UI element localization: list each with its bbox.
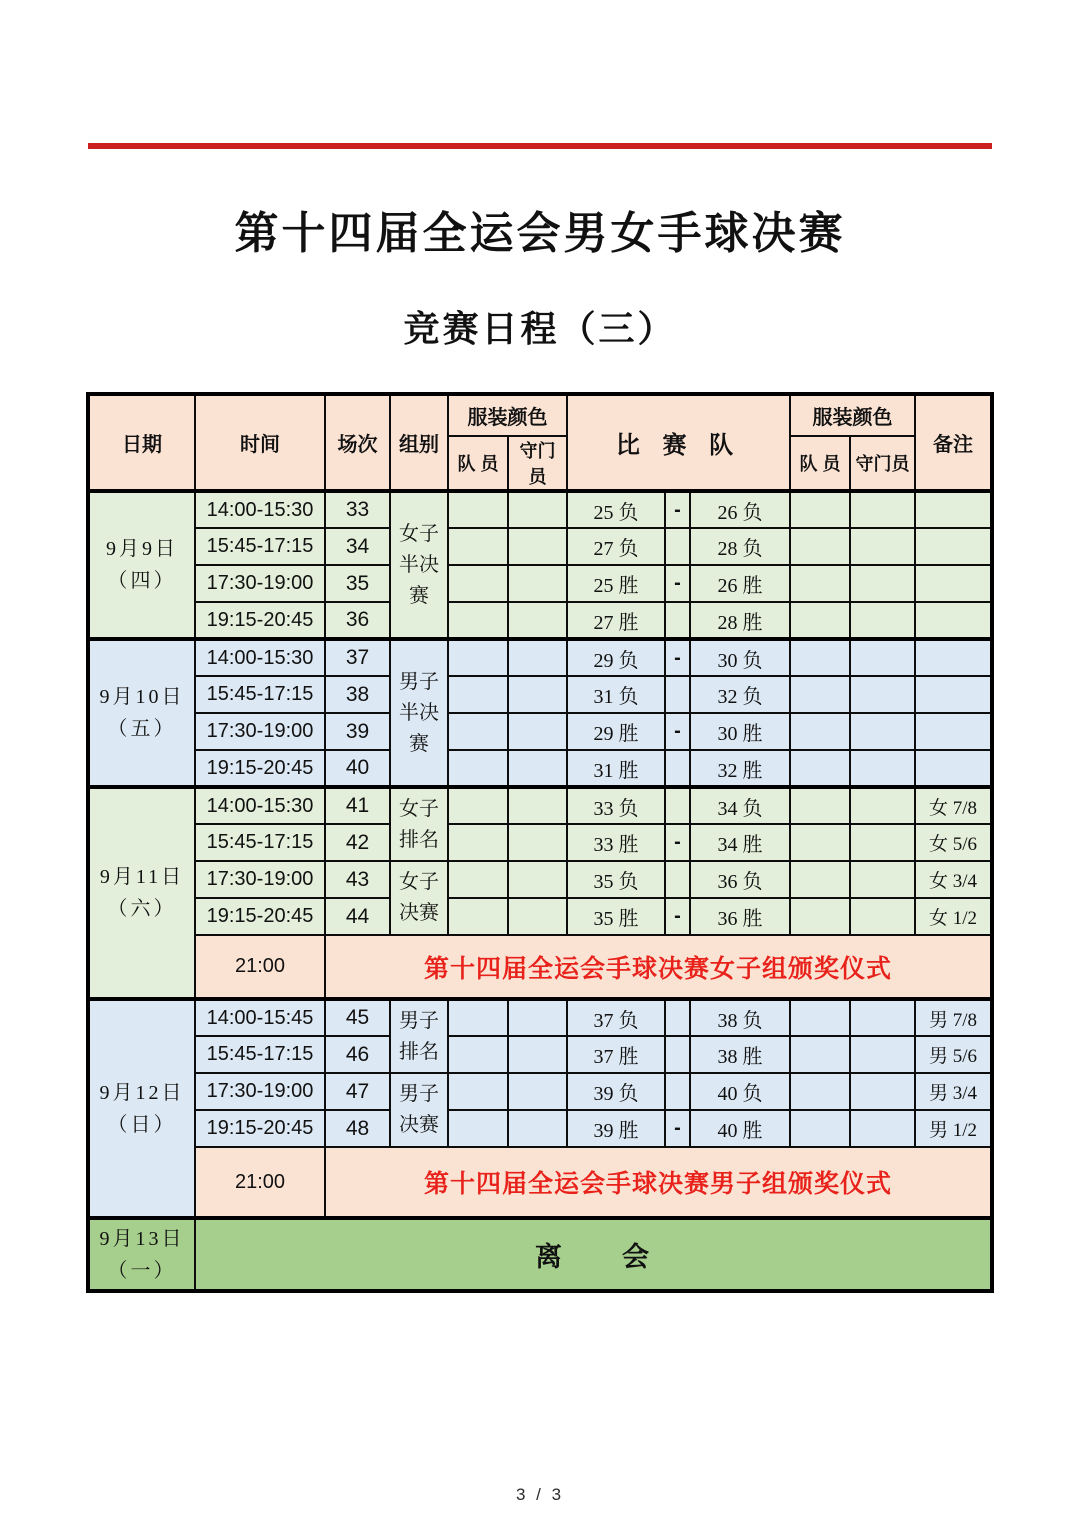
table-row xyxy=(88,898,992,935)
kit-goalkeeper-left-cell xyxy=(508,1073,567,1110)
session-cell: 44 xyxy=(325,898,390,935)
ceremony-row xyxy=(88,935,992,999)
kit-goalkeeper-left-cell xyxy=(508,750,567,787)
kit-goalkeeper-left-cell xyxy=(508,999,567,1036)
remark-cell xyxy=(915,565,992,602)
table-row xyxy=(88,1036,992,1073)
table-row xyxy=(88,602,992,639)
kit-goalkeeper-right-cell xyxy=(850,676,915,713)
team1-cell: 39 负 xyxy=(567,1073,665,1110)
weekday-text: （五） xyxy=(107,718,177,740)
block-sep13 xyxy=(88,1218,992,1291)
kit-players-left-cell xyxy=(448,713,508,750)
session-cell: 45 xyxy=(325,999,390,1036)
group-cell: 女子排名 xyxy=(390,787,448,861)
weekday-text: （日） xyxy=(107,1113,177,1136)
time-cell: 14:00-15:30 xyxy=(195,787,325,824)
team1-cell: 25 负 xyxy=(567,491,665,528)
header-teams: 比 赛 队 xyxy=(567,394,790,491)
kit-players-right-cell xyxy=(790,898,850,935)
team2-cell: 32 胜 xyxy=(690,750,790,787)
time-cell: 14:00-15:30 xyxy=(195,639,325,676)
kit-goalkeeper-left-cell xyxy=(508,787,567,824)
kit-goalkeeper-left-cell xyxy=(508,639,567,676)
vs-dash-cell xyxy=(665,750,690,787)
schedule-table xyxy=(86,392,994,1293)
top-rule xyxy=(88,143,992,149)
group-cell: 女子决赛 xyxy=(390,861,448,935)
kit-players-right-cell xyxy=(790,861,850,898)
page-number: 3 / 3 xyxy=(515,1485,565,1504)
team1-cell: 37 负 xyxy=(567,999,665,1036)
date-text: 9月10日 xyxy=(99,686,185,708)
header-remark: 备注 xyxy=(915,394,992,491)
vs-dash-cell xyxy=(665,861,690,898)
kit-goalkeeper-right-cell xyxy=(850,713,915,750)
kit-goalkeeper-left-cell xyxy=(508,528,567,565)
session-cell: 33 xyxy=(325,491,390,528)
remark-cell xyxy=(915,750,992,787)
remark-cell: 男 7/8 xyxy=(915,999,992,1036)
header-kit-right: 服装颜色 xyxy=(790,394,915,436)
time-cell: 15:45-17:15 xyxy=(195,1036,325,1073)
kit-goalkeeper-right-cell xyxy=(850,898,915,935)
kit-players-right-cell xyxy=(790,528,850,565)
header-players-right: 队 员 xyxy=(790,436,850,491)
kit-players-right-cell xyxy=(790,999,850,1036)
team2-cell: 36 负 xyxy=(690,861,790,898)
remark-cell xyxy=(915,639,992,676)
kit-goalkeeper-right-cell xyxy=(850,491,915,528)
session-cell: 34 xyxy=(325,528,390,565)
session-cell: 39 xyxy=(325,713,390,750)
team1-cell: 31 负 xyxy=(567,676,665,713)
table-row xyxy=(88,713,992,750)
kit-goalkeeper-right-cell xyxy=(850,750,915,787)
header-group: 组别 xyxy=(390,394,448,491)
kit-goalkeeper-left-cell xyxy=(508,824,567,861)
team1-cell: 35 负 xyxy=(567,861,665,898)
kit-players-left-cell xyxy=(448,1073,508,1110)
remark-cell: 男 5/6 xyxy=(915,1036,992,1073)
time-cell: 14:00-15:30 xyxy=(195,491,325,528)
time-cell: 19:15-20:45 xyxy=(195,898,325,935)
kit-goalkeeper-left-cell xyxy=(508,602,567,639)
departure-row xyxy=(88,1218,992,1291)
vs-dash-cell: - xyxy=(665,898,690,935)
kit-goalkeeper-left-cell xyxy=(508,1036,567,1073)
team1-cell: 37 胜 xyxy=(567,1036,665,1073)
table-header xyxy=(88,394,992,491)
kit-players-left-cell xyxy=(448,491,508,528)
vs-dash-cell xyxy=(665,1073,690,1110)
kit-players-right-cell xyxy=(790,824,850,861)
team2-cell: 40 胜 xyxy=(690,1110,790,1147)
remark-cell xyxy=(915,602,992,639)
header-date: 日期 xyxy=(88,394,195,491)
table-row xyxy=(88,1110,992,1147)
team2-cell: 34 胜 xyxy=(690,824,790,861)
kit-players-left-cell xyxy=(448,565,508,602)
team2-cell: 30 胜 xyxy=(690,713,790,750)
kit-goalkeeper-right-cell xyxy=(850,528,915,565)
kit-players-right-cell xyxy=(790,750,850,787)
group-cell: 男子排名 xyxy=(390,999,448,1073)
date-cell xyxy=(88,787,195,999)
remark-cell: 女 5/6 xyxy=(915,824,992,861)
header-row-1 xyxy=(88,394,992,436)
kit-players-right-cell xyxy=(790,639,850,676)
time-cell: 17:30-19:00 xyxy=(195,1073,325,1110)
kit-goalkeeper-left-cell xyxy=(508,713,567,750)
date-text: 9月12日 xyxy=(99,1081,185,1104)
date-cell xyxy=(88,999,195,1218)
kit-players-left-cell xyxy=(448,999,508,1036)
session-cell: 35 xyxy=(325,565,390,602)
kit-goalkeeper-right-cell xyxy=(850,1036,915,1073)
vs-dash-cell xyxy=(665,999,690,1036)
team1-cell: 39 胜 xyxy=(567,1110,665,1147)
team2-cell: 34 负 xyxy=(690,787,790,824)
group-cell: 女子半决赛 xyxy=(390,491,448,639)
page-title: 第十四届全运会男女手球决赛 xyxy=(234,209,846,258)
vs-dash-cell xyxy=(665,676,690,713)
kit-players-left-cell xyxy=(448,787,508,824)
session-cell: 42 xyxy=(325,824,390,861)
weekday-text: （一） xyxy=(107,1259,177,1282)
team1-cell: 27 负 xyxy=(567,528,665,565)
kit-goalkeeper-right-cell xyxy=(850,787,915,824)
ceremony-row xyxy=(88,1147,992,1218)
kit-goalkeeper-right-cell xyxy=(850,824,915,861)
kit-players-right-cell xyxy=(790,1073,850,1110)
kit-players-right-cell xyxy=(790,676,850,713)
team2-cell: 30 负 xyxy=(690,639,790,676)
kit-goalkeeper-left-cell xyxy=(508,898,567,935)
date-text: 9月13日 xyxy=(99,1227,185,1250)
remark-cell: 女 1/2 xyxy=(915,898,992,935)
table-row xyxy=(88,824,992,861)
time-cell: 19:15-20:45 xyxy=(195,1110,325,1147)
date-cell xyxy=(88,639,195,787)
time-cell: 15:45-17:15 xyxy=(195,528,325,565)
session-cell: 36 xyxy=(325,602,390,639)
header-goalkeeper-right: 守门员 xyxy=(850,436,915,491)
team1-cell: 33 胜 xyxy=(567,824,665,861)
team2-cell: 28 胜 xyxy=(690,602,790,639)
group-cell: 男子决赛 xyxy=(390,1073,448,1147)
vs-dash-cell: - xyxy=(665,565,690,602)
kit-goalkeeper-right-cell xyxy=(850,602,915,639)
remark-cell: 女 3/4 xyxy=(915,861,992,898)
remark-cell xyxy=(915,676,992,713)
session-cell: 38 xyxy=(325,676,390,713)
kit-goalkeeper-right-cell xyxy=(850,565,915,602)
kit-goalkeeper-right-cell xyxy=(850,1073,915,1110)
kit-players-left-cell xyxy=(448,861,508,898)
kit-players-right-cell xyxy=(790,1110,850,1147)
team2-cell: 36 胜 xyxy=(690,898,790,935)
team2-cell: 32 负 xyxy=(690,676,790,713)
kit-players-right-cell xyxy=(790,787,850,824)
kit-players-left-cell xyxy=(448,1110,508,1147)
kit-players-right-cell xyxy=(790,1036,850,1073)
time-cell: 15:45-17:15 xyxy=(195,824,325,861)
kit-goalkeeper-left-cell xyxy=(508,491,567,528)
weekday-text: （四） xyxy=(107,570,177,592)
table-row xyxy=(88,750,992,787)
remark-cell xyxy=(915,713,992,750)
session-cell: 46 xyxy=(325,1036,390,1073)
time-cell: 17:30-19:00 xyxy=(195,565,325,602)
kit-players-right-cell xyxy=(790,713,850,750)
table-row xyxy=(88,491,992,528)
ceremony-time-cell: 21:00 xyxy=(195,935,325,999)
team1-cell: 25 胜 xyxy=(567,565,665,602)
kit-players-left-cell xyxy=(448,750,508,787)
kit-players-left-cell xyxy=(448,898,508,935)
header-time: 时间 xyxy=(195,394,325,491)
table-row xyxy=(88,565,992,602)
vs-dash-cell: - xyxy=(665,639,690,676)
kit-goalkeeper-left-cell xyxy=(508,676,567,713)
vs-dash-cell: - xyxy=(665,491,690,528)
block-sep12 xyxy=(88,999,992,1218)
vs-dash-cell xyxy=(665,787,690,824)
session-cell: 47 xyxy=(325,1073,390,1110)
team2-cell: 26 负 xyxy=(690,491,790,528)
team1-cell: 35 胜 xyxy=(567,898,665,935)
kit-players-right-cell xyxy=(790,565,850,602)
kit-goalkeeper-right-cell xyxy=(850,639,915,676)
block-sep9 xyxy=(88,491,992,639)
remark-cell xyxy=(915,491,992,528)
table-row xyxy=(88,861,992,898)
table-row xyxy=(88,1073,992,1110)
header-kit-left: 服装颜色 xyxy=(448,394,567,436)
remark-cell: 女 7/8 xyxy=(915,787,992,824)
time-cell: 19:15-20:45 xyxy=(195,750,325,787)
session-cell: 48 xyxy=(325,1110,390,1147)
time-cell: 14:00-15:45 xyxy=(195,999,325,1036)
ceremony-label: 第十四届全运会手球决赛男子组颁奖仪式 xyxy=(325,1147,992,1218)
kit-goalkeeper-right-cell xyxy=(850,861,915,898)
header-session: 场次 xyxy=(325,394,390,491)
kit-players-left-cell xyxy=(448,1036,508,1073)
vs-dash-cell xyxy=(665,1036,690,1073)
table-row xyxy=(88,787,992,824)
kit-goalkeeper-right-cell xyxy=(850,1110,915,1147)
departure-label: 离 会 xyxy=(195,1218,992,1291)
time-cell: 15:45-17:15 xyxy=(195,676,325,713)
kit-goalkeeper-left-cell xyxy=(508,565,567,602)
table-row xyxy=(88,639,992,676)
remark-cell: 男 1/2 xyxy=(915,1110,992,1147)
kit-players-right-cell xyxy=(790,491,850,528)
kit-goalkeeper-right-cell xyxy=(850,999,915,1036)
kit-goalkeeper-left-cell xyxy=(508,1110,567,1147)
team2-cell: 38 负 xyxy=(690,999,790,1036)
vs-dash-cell: - xyxy=(665,713,690,750)
time-cell: 17:30-19:00 xyxy=(195,861,325,898)
team2-cell: 38 胜 xyxy=(690,1036,790,1073)
team1-cell: 31 胜 xyxy=(567,750,665,787)
session-cell: 40 xyxy=(325,750,390,787)
date-cell xyxy=(88,491,195,639)
header-players-left: 队 员 xyxy=(448,436,508,491)
team1-cell: 29 胜 xyxy=(567,713,665,750)
block-sep10 xyxy=(88,639,992,787)
table-row xyxy=(88,676,992,713)
ceremony-label: 第十四届全运会手球决赛女子组颁奖仪式 xyxy=(325,935,992,999)
kit-players-left-cell xyxy=(448,639,508,676)
session-cell: 37 xyxy=(325,639,390,676)
date-cell xyxy=(88,1218,195,1291)
time-cell: 17:30-19:00 xyxy=(195,713,325,750)
team1-cell: 33 负 xyxy=(567,787,665,824)
kit-goalkeeper-left-cell xyxy=(508,861,567,898)
team2-cell: 40 负 xyxy=(690,1073,790,1110)
vs-dash-cell xyxy=(665,602,690,639)
block-sep11 xyxy=(88,787,992,999)
kit-players-left-cell xyxy=(448,824,508,861)
kit-players-left-cell xyxy=(448,528,508,565)
kit-players-left-cell xyxy=(448,676,508,713)
table-row xyxy=(88,528,992,565)
team1-cell: 27 胜 xyxy=(567,602,665,639)
table-row xyxy=(88,999,992,1036)
team1-cell: 29 负 xyxy=(567,639,665,676)
session-cell: 41 xyxy=(325,787,390,824)
document-page xyxy=(0,143,1080,1527)
ceremony-time-cell: 21:00 xyxy=(195,1147,325,1218)
vs-dash-cell: - xyxy=(665,824,690,861)
page-subtitle: 竞赛日程（三） xyxy=(403,308,677,349)
remark-cell: 男 3/4 xyxy=(915,1073,992,1110)
team2-cell: 26 胜 xyxy=(690,565,790,602)
team2-cell: 28 负 xyxy=(690,528,790,565)
date-text: 9月9日 xyxy=(106,538,178,560)
remark-cell xyxy=(915,528,992,565)
kit-players-left-cell xyxy=(448,602,508,639)
weekday-text: （六） xyxy=(107,898,177,920)
group-cell: 男子半决赛 xyxy=(390,639,448,787)
time-cell: 19:15-20:45 xyxy=(195,602,325,639)
header-goalkeeper-left: 守门员 xyxy=(508,436,567,491)
vs-dash-cell xyxy=(665,528,690,565)
kit-players-right-cell xyxy=(790,602,850,639)
date-text: 9月11日 xyxy=(99,866,185,888)
vs-dash-cell: - xyxy=(665,1110,690,1147)
session-cell: 43 xyxy=(325,861,390,898)
